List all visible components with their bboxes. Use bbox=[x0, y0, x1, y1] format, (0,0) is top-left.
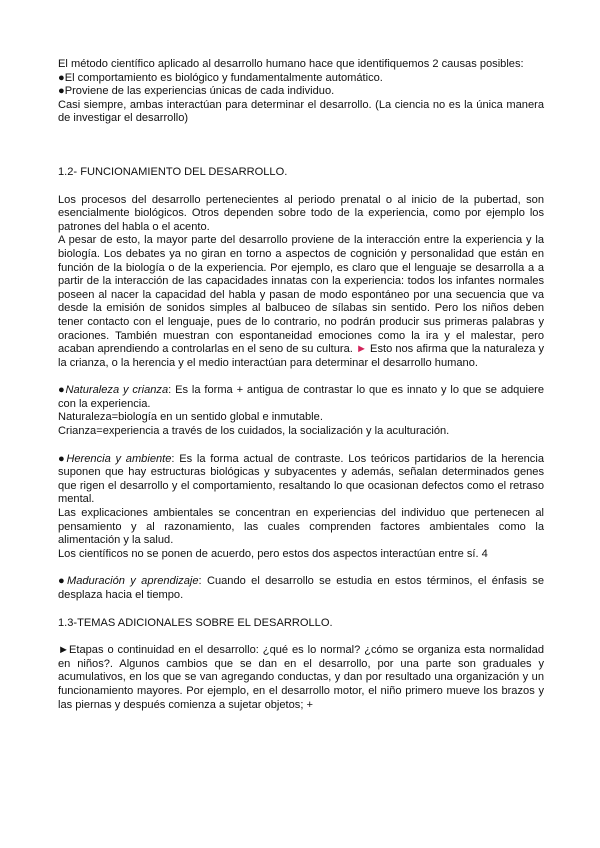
intro-bullet-biological: ●El comportamiento es biológico y fundamentalmente automático. bbox=[58, 71, 383, 84]
paragraph-biological-processes: Los procesos del desarrollo pertenecientes al periodo prenatal o al inicio de la pubertad, son esencialmente biológicos. Otros dependen sobre todo de la experiencia, como por ejemplo los patrones del habla o el acento. bbox=[58, 193, 544, 233]
intro-conclusion: Casi siempre, ambas interactúan para determinar el desarrollo. (La ciencia no es la única manera de investigar el desarrollo) bbox=[58, 98, 544, 125]
intro-line: El método científico aplicado al desarrollo humano hace que identifiquemos 2 causas posibles: bbox=[58, 58, 524, 70]
bullet-herencia-ambiente bbox=[58, 453, 544, 507]
paragraph-ambientales: Las explicaciones ambientales se concentran en experiencias del individuo que pertenecen al pensamiento y al razonamiento, las cuales comprenden factores ambientales como la alimentación y la salud. bbox=[58, 507, 544, 547]
bullet-herencia-ambiente-text: : Es la forma actual de contraste. Los teóricos partidarios de la herencia suponen que hay estructuras biológicas y subyacentes y además, señalan determinados genes que rigen el desarrollo y el comportamiento, resaltando lo que ocasionan defectos como el retraso mental. bbox=[58, 452, 544, 506]
paragraph-interaction-text: A pesar de esto, la mayor parte del desarrollo proviene de la interacción entre la experiencia y la biología. Los debates ya no giran en torno a aspectos de cognición y personalidad que están en función de la biología o de la experiencia. Por ejemplo, es claro que el lenguaje se desarrolla a a partir de la interacción de las capacidades innatas con la experiencia: todos los infantes normales poseen al nacer la capacidad del habla y pasan de modo espontáneo por una secuencia que va desde la emisión de sonidos simples al balbuceo de sílabas sin sentido. Pero los niños deben tener contacto con el lenguaje, pues de lo contrario, no podrán producir sus primeras palabras y oraciones. También muestran con espontaneidad emociones como la ira y el malestar, pero acaban aprendiendo a controlarlas en el seno de su cultura. bbox=[58, 234, 544, 356]
section-heading-1-3: 1.3-TEMAS ADICIONALES SOBRE EL DESARROLLO. bbox=[58, 616, 333, 629]
intro-bullet-experience: ●Proviene de las experiencias únicas de cada individuo. bbox=[58, 85, 335, 98]
bullet-naturaleza-crianza-text: : Es la forma + antigua de contrastar lo que es innato y lo que se adquiere con la experiencia. bbox=[58, 384, 545, 410]
bullet-icon: ● bbox=[58, 384, 66, 397]
bullet-maduracion-aprendizaje bbox=[58, 575, 544, 602]
term-naturaleza-crianza: Naturaleza y crianza bbox=[65, 384, 169, 397]
definition-naturaleza: Naturaleza=biología en un sentido global e inmutable. bbox=[58, 411, 323, 424]
document-page bbox=[58, 58, 544, 712]
arrow-icon: ► bbox=[355, 343, 367, 356]
paragraph-cientificos: Los científicos no se ponen de acuerdo, pero estos dos aspectos interactúan entre sí. 4 bbox=[58, 547, 488, 560]
bullet-naturaleza-crianza bbox=[58, 384, 544, 411]
term-maduracion-aprendizaje: Maduración y aprendizaje bbox=[66, 575, 199, 588]
paragraph-etapas-continuidad: ►Etapas o continuidad en el desarrollo: ¿qué es lo normal? ¿cómo se organiza esta normalidad en niños?. Algunos cambios que se dan en el desarrollo, por una parte son graduales y acumulativos, en los que se van agregando conductas, y dan por resultado una organización y un funcionamiento mayores. Por ejemplo, en el desarrollo motor, el niño primero mueve los brazos y las piernas y después comienza a sujetar objetos; + bbox=[58, 644, 544, 711]
definition-crianza: Crianza=experiencia a través de los cuidados, la socialización y la aculturación. bbox=[58, 425, 450, 438]
paragraph-interaction bbox=[58, 234, 544, 370]
section-heading-1-2: 1.2- FUNCIONAMIENTO DEL DESARROLLO. bbox=[58, 165, 288, 178]
bullet-maduracion-aprendizaje-text: : Cuando el desarrollo se estudia en estos términos, el énfasis se desplaza hacia el tiempo. bbox=[58, 575, 545, 601]
bullet-icon: ● bbox=[58, 575, 67, 588]
paragraph-interaction-tail: Esto nos afirma que la naturaleza y la crianza, o la herencia y el medio interactúan para determinar el desarrollo humano. bbox=[58, 343, 544, 369]
bullet-icon: ● bbox=[58, 452, 67, 465]
term-herencia-ambiente: Herencia y ambiente bbox=[66, 452, 172, 465]
